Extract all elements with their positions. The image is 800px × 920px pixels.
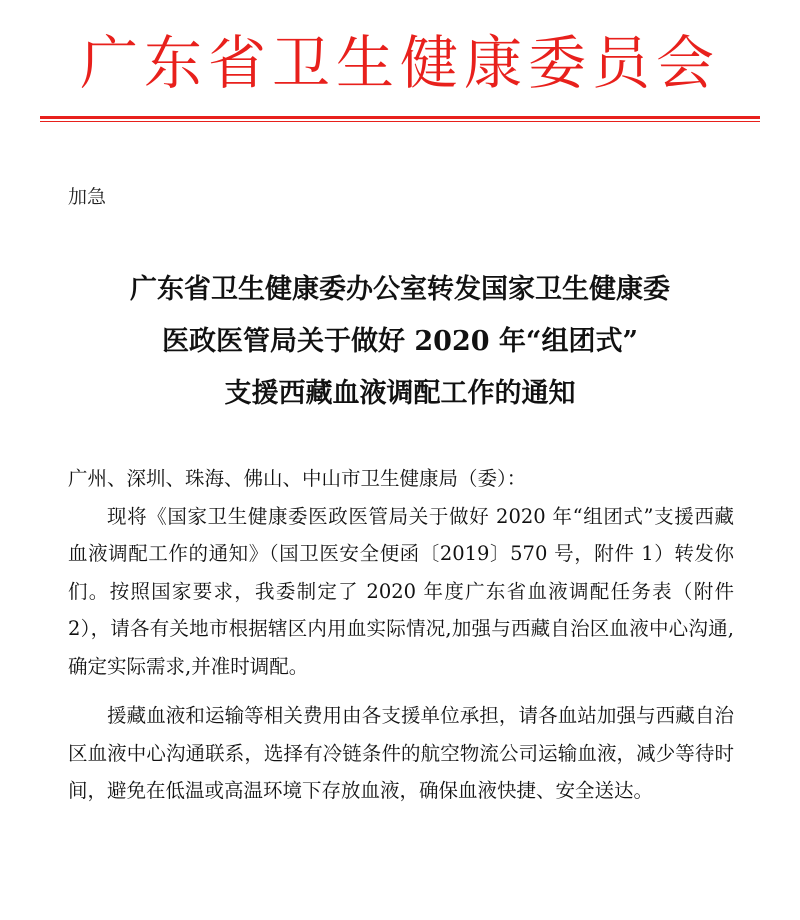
urgency-label: 加急 — [68, 186, 107, 208]
organization-header: 广东省卫生健康委员会 — [79, 29, 720, 97]
header-red-rule-thin — [40, 121, 760, 122]
body-paragraph-2: 援藏血液和运输等相关费用由各支援单位承担，请各血站加强与西藏自治区血液中心沟通联系，选择有冷链条件的航空物流公司运输血液，减少等待时间，避免在低温或高温环境下存放血液，确保血液快捷、安全送达。 — [68, 704, 734, 802]
title-line-2: 医政医管局关于做好 2020 年“组团式” — [161, 326, 638, 357]
body-paragraph-1: 现将《国家卫生健康委医政医管局关于做好 2020 年“组团式”支援西藏血液调配工作的通知》（国卫医安全便函〔2019〕570 号，附件 1）转发你们。按照国家要求，我委制定了 2020 年度广东省血液调配任务表（附件 2），请各有关地市根据辖区内用血实际情况,加强与西藏自治区血液中心沟通,确定实际需求,并准时调配。 — [68, 504, 734, 678]
document-title — [40, 264, 760, 420]
header-red-rule — [40, 116, 760, 119]
title-line-1: 广东省卫生健康委办公室转发国家卫生健康委 — [130, 274, 670, 305]
addressee: 广州、深圳、珠海、佛山、中山市卫生健康局（委）： — [68, 467, 527, 490]
title-line-3: 支援西藏血液调配工作的通知 — [224, 378, 576, 409]
document-body — [68, 460, 734, 810]
